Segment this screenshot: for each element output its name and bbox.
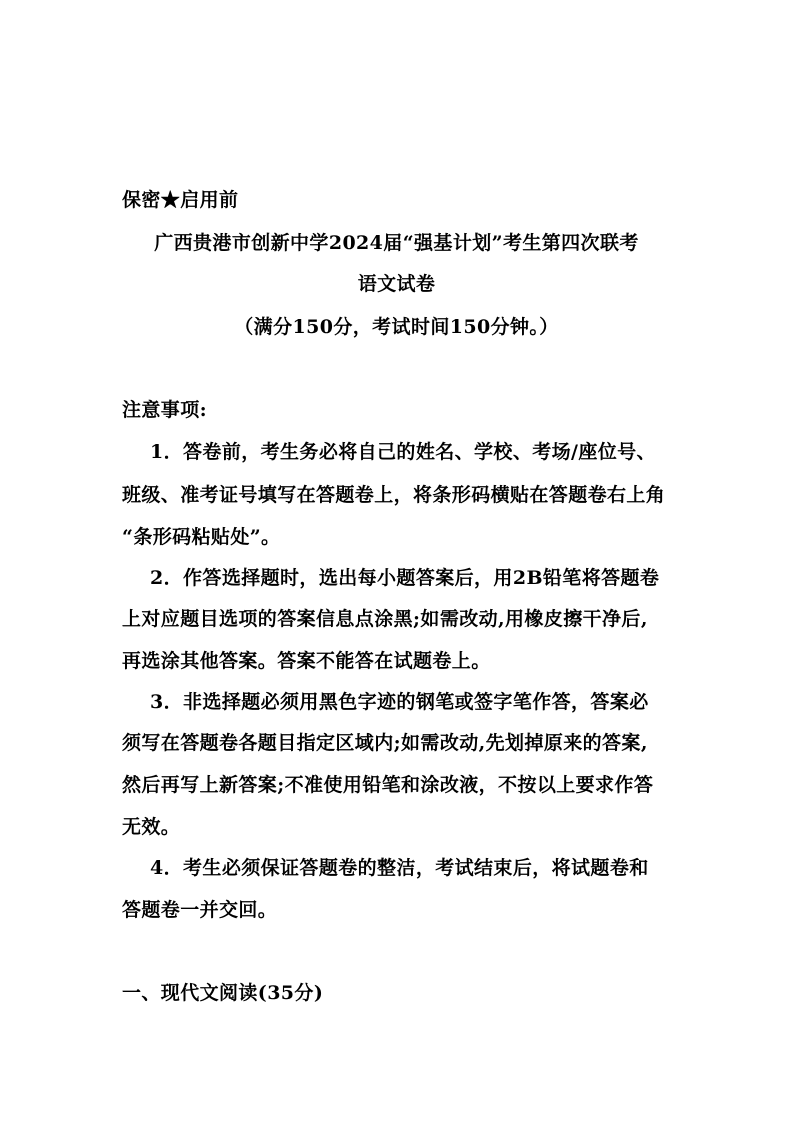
notice-item-4-line-2: 答题卷一并交回。 xyxy=(122,899,278,921)
notice-item-4-line-1: 4．考生必须保证答题卷的整洁，考试结束后，将试题卷和 xyxy=(150,857,649,879)
exam-title: 广西贵港市创新中学2024届“强基计划”考生第四次联考 xyxy=(154,232,639,254)
notice-item-1-line-2: 班级、准考证号填写在答题卷上，将条形码横贴在答题卷右上角 xyxy=(122,484,666,506)
notice-item-3-line-3: 然后再写上新答案;不准使用铅笔和涂改液，不按以上要求作答 xyxy=(122,774,654,796)
notice-item-2-line-1: 2．作答选择题时，选出每小题答案后，用2B铅笔将答题卷 xyxy=(150,567,660,589)
notice-item-2-line-2: 上对应题目选项的答案信息点涂黑;如需改动,用橡皮擦干净后, xyxy=(122,608,648,630)
confidential-label: 保密★启用前 xyxy=(122,189,239,211)
notice-item-3-line-1: 3．非选择题必须用黑色字迹的钢笔或签字笔作答，答案必 xyxy=(150,691,649,713)
subject-title: 语文试卷 xyxy=(357,273,436,295)
notice-item-3-line-2: 须写在答题卷各题目指定区域内;如需改动,先划掉原来的答案, xyxy=(122,732,648,754)
notice-item-2-line-3: 再选涂其他答案。答案不能答在试题卷上。 xyxy=(122,650,491,672)
score-time-info: （满分150分，考试时间150分钟。） xyxy=(234,316,559,338)
notice-heading: 注意事项: xyxy=(122,399,208,421)
notice-item-1-line-3: “条形码粘贴处”。 xyxy=(122,526,281,548)
notice-item-1-line-1: 1．答卷前，考生务必将自己的姓名、学校、考场/座位号、 xyxy=(150,441,656,463)
notice-item-3-line-4: 无效。 xyxy=(122,816,181,838)
section-heading-modern-reading: 一、现代文阅读(35分) xyxy=(122,982,324,1004)
